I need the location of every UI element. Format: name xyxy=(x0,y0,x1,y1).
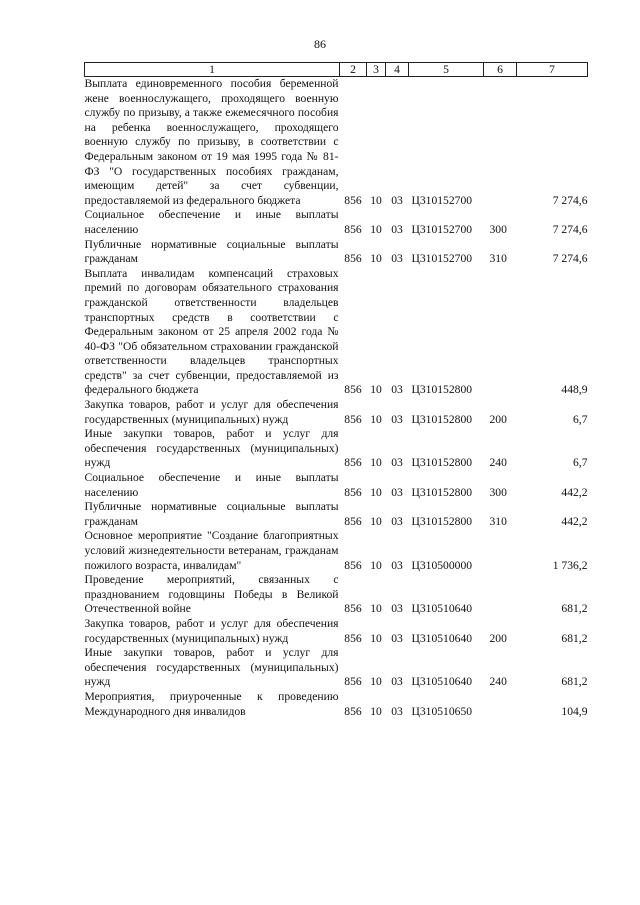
cell-rz: 10 xyxy=(370,514,382,528)
cell-rz: 10 xyxy=(370,252,382,266)
cell-cs: Ц310510640 xyxy=(411,602,473,616)
cell-gr: 856 xyxy=(344,252,362,266)
table-row xyxy=(85,238,588,267)
cell-name: Публичные нормативные социальные выплаты гражданам xyxy=(84,237,339,266)
header-col-pr: 4 xyxy=(386,63,409,77)
cell-pr: 03 xyxy=(391,193,403,207)
cell-gr: 856 xyxy=(344,222,362,236)
cell-vr: 200 xyxy=(489,631,507,645)
cell-rz: 10 xyxy=(370,558,382,572)
table-row xyxy=(85,500,588,529)
cell-pr: 03 xyxy=(391,222,403,236)
cell-name: Закупка товаров, работ и услуг для обеспечения государственных (муниципальных) нужд xyxy=(84,616,339,645)
cell-cs: Ц310152800 xyxy=(411,456,473,470)
cell-sum: 448,9 xyxy=(561,383,588,397)
cell-pr: 03 xyxy=(391,514,403,528)
cell-rz: 10 xyxy=(370,222,382,236)
table-row xyxy=(85,267,588,398)
cell-gr: 856 xyxy=(344,602,362,616)
cell-rz: 10 xyxy=(370,193,382,207)
cell-sum: 442,2 xyxy=(561,514,588,528)
cell-gr: 856 xyxy=(344,412,362,426)
page-number: 86 xyxy=(314,37,326,51)
cell-rz: 10 xyxy=(370,675,382,689)
cell-cs: Ц310510640 xyxy=(411,675,473,689)
cell-cs: Ц310152800 xyxy=(411,485,473,499)
cell-cs: Ц310152800 xyxy=(411,383,473,397)
cell-rz: 10 xyxy=(370,456,382,470)
cell-vr: 300 xyxy=(489,485,507,499)
cell-pr: 03 xyxy=(391,485,403,499)
cell-sum: 681,2 xyxy=(561,602,588,616)
cell-name: Мероприятия, приуроченные к проведению Международного дня инвалидов xyxy=(84,689,339,718)
cell-pr: 03 xyxy=(391,602,403,616)
cell-name: Публичные нормативные социальные выплаты гражданам xyxy=(84,500,339,528)
cell-gr: 856 xyxy=(344,704,362,718)
cell-vr xyxy=(484,77,517,209)
cell-vr xyxy=(484,573,517,617)
cell-name: Социальное обеспечение и иные выплаты населению xyxy=(84,208,339,236)
cell-vr: 240 xyxy=(489,456,507,470)
cell-sum: 681,2 xyxy=(561,631,588,645)
cell-cs: Ц310500000 xyxy=(411,558,473,572)
cell-cs: Ц310152700 xyxy=(411,193,473,207)
cell-gr: 856 xyxy=(344,558,362,572)
cell-sum: 1 736,2 xyxy=(552,558,588,572)
cell-cs: Ц310510650 xyxy=(411,704,473,718)
budget-table xyxy=(84,62,588,719)
header-col-cs: 5 xyxy=(409,63,484,77)
table-row xyxy=(85,77,588,209)
cell-cs: Ц310152800 xyxy=(411,514,473,528)
cell-pr: 03 xyxy=(391,631,403,645)
cell-sum: 681,2 xyxy=(561,675,588,689)
cell-cs: Ц310152700 xyxy=(411,252,473,266)
cell-rz: 10 xyxy=(370,485,382,499)
cell-vr xyxy=(484,529,517,573)
cell-name: Закупка товаров, работ и услуг для обеспечения государственных (муниципальных) нужд xyxy=(84,398,339,426)
cell-rz: 10 xyxy=(370,602,382,616)
cell-sum: 7 274,6 xyxy=(552,252,588,266)
table-row xyxy=(85,573,588,617)
cell-gr: 856 xyxy=(344,514,362,528)
cell-pr: 03 xyxy=(391,675,403,689)
table-row xyxy=(85,471,588,500)
header-col-rz: 3 xyxy=(367,63,386,77)
cell-pr: 03 xyxy=(391,252,403,266)
table-row xyxy=(85,208,588,237)
table-row xyxy=(85,398,588,427)
cell-cs: Ц310510640 xyxy=(411,631,473,645)
cell-sum: 104,9 xyxy=(561,704,588,718)
cell-gr: 856 xyxy=(344,631,362,645)
cell-vr: 240 xyxy=(489,675,507,689)
cell-cs: Ц310152700 xyxy=(411,222,473,236)
table-row xyxy=(85,690,588,719)
cell-name: Социальное обеспечение и иные выплаты населению xyxy=(84,471,339,499)
cell-pr: 03 xyxy=(391,383,403,397)
cell-name: Основное мероприятие "Создание благоприятных условий жизнедеятельности ветеранам, гражданам пожилого возраста, инвалидам" xyxy=(84,529,339,572)
cell-rz: 10 xyxy=(370,412,382,426)
cell-sum: 6,7 xyxy=(573,456,588,470)
cell-vr: 300 xyxy=(489,222,507,236)
cell-pr: 03 xyxy=(391,456,403,470)
cell-pr: 03 xyxy=(391,412,403,426)
cell-name: Иные закупки товаров, работ и услуг для обеспечения государственных (муниципальных) нужд xyxy=(84,646,339,689)
cell-sum: 7 274,6 xyxy=(552,193,588,207)
header-col-gr: 2 xyxy=(340,63,367,77)
table-row xyxy=(85,617,588,646)
cell-vr: 310 xyxy=(489,514,507,528)
table-header-row xyxy=(85,63,588,77)
cell-vr xyxy=(484,690,517,719)
cell-pr: 03 xyxy=(391,558,403,572)
cell-name: Проведение мероприятий, связанных с празднованием годовщины Победы в Великой Отечественной войне xyxy=(84,573,339,616)
cell-rz: 10 xyxy=(370,383,382,397)
table-row xyxy=(85,427,588,471)
cell-vr: 310 xyxy=(489,252,507,266)
cell-name: Выплата инвалидам компенсаций страховых премий по договорам обязательного страхования гражданской ответственности владельцев транспортных средств в соответствии с Федеральным законом от 25 апреля 2002 года № 40-ФЗ "Об обязательном страховании гражданской ответственности владельцев транспортных средств" за счет субвенции, предоставляемой из федерального бюджета xyxy=(84,266,339,397)
cell-sum: 6,7 xyxy=(573,412,588,426)
header-col-name: 1 xyxy=(85,63,340,77)
cell-cs: Ц310152800 xyxy=(411,412,473,426)
cell-gr: 856 xyxy=(344,456,362,470)
cell-name: Иные закупки товаров, работ и услуг для обеспечения государственных (муниципальных) нужд xyxy=(84,427,339,470)
cell-gr: 856 xyxy=(344,383,362,397)
cell-gr: 856 xyxy=(344,193,362,207)
cell-sum: 7 274,6 xyxy=(552,222,588,236)
table-row xyxy=(85,529,588,573)
cell-sum: 442,2 xyxy=(561,485,588,499)
cell-vr xyxy=(484,267,517,398)
header-col-vr: 6 xyxy=(484,63,517,77)
cell-gr: 856 xyxy=(344,485,362,499)
cell-vr: 200 xyxy=(489,412,507,426)
cell-name: Выплата единовременного пособия беременной жене военнослужащего, проходящего военную службу по призыву, а также ежемесячного пособия на ребенка военнослужащего, проходящего военную службу по призыву, в соответствии с Федеральным законом от 19 мая 1995 года № 81-ФЗ "О государственных пособиях гражданам, имеющим детей" за счет субвенции, предоставляемой из федерального бюджета xyxy=(84,77,339,207)
cell-gr: 856 xyxy=(344,675,362,689)
cell-rz: 10 xyxy=(370,704,382,718)
cell-rz: 10 xyxy=(370,631,382,645)
cell-pr: 03 xyxy=(391,704,403,718)
header-col-sum: 7 xyxy=(517,63,588,77)
table-row xyxy=(85,646,588,690)
